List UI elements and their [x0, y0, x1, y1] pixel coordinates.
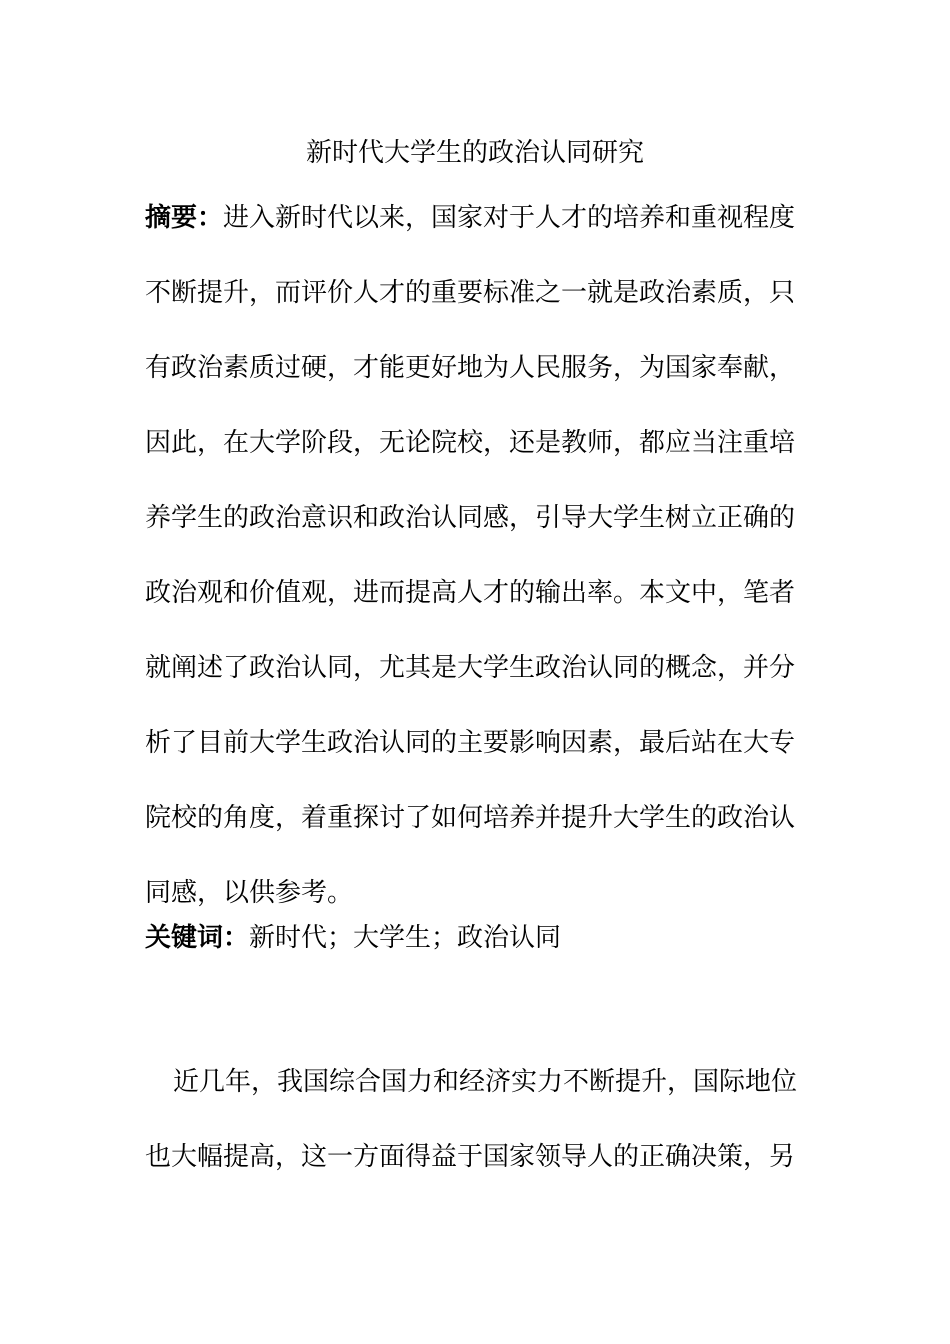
body-line: 也大幅提高，这一方面得益于国家领导人的正确决策，另 [145, 1142, 796, 1172]
abstract-line: 同感，以供参考。 [145, 878, 354, 908]
abstract-line: 析了目前大学生政治认同的主要影响因素，最后站在大专 [145, 728, 796, 758]
abstract-line: 有政治素质过硬，才能更好地为人民服务，为国家奉献， [145, 353, 796, 383]
abstract-text: 进入新时代以来，国家对于人才的培养和重视程度 [223, 203, 796, 233]
body-line: 近几年，我国综合国力和经济实力不断提升，国际地位 [173, 1067, 798, 1097]
keywords-section [145, 920, 807, 956]
abstract-line: 就阐述了政治认同，尤其是大学生政治认同的概念，并分 [145, 653, 796, 683]
abstract-line: 不断提升，而评价人才的重要标准之一就是政治素质，只 [145, 278, 796, 308]
body-paragraph [145, 1045, 807, 1195]
abstract-line: 政治观和价值观，进而提高人才的输出率。本文中，笔者 [145, 578, 796, 608]
abstract-line [145, 181, 807, 256]
keywords-label: 关键词： [145, 923, 250, 953]
document-title: 新时代大学生的政治认同研究 [305, 138, 644, 168]
abstract-line: 院校的角度，着重探讨了如何培养并提升大学生的政治认 [145, 803, 796, 833]
keywords-text: 新时代；大学生；政治认同 [249, 923, 562, 953]
abstract-label: 摘要： [145, 203, 224, 233]
abstract-section [145, 181, 807, 931]
abstract-line: 养学生的政治意识和政治认同感，引导大学生树立正确的 [145, 503, 796, 533]
abstract-line: 因此，在大学阶段，无论院校，还是教师，都应当注重培 [145, 428, 796, 458]
